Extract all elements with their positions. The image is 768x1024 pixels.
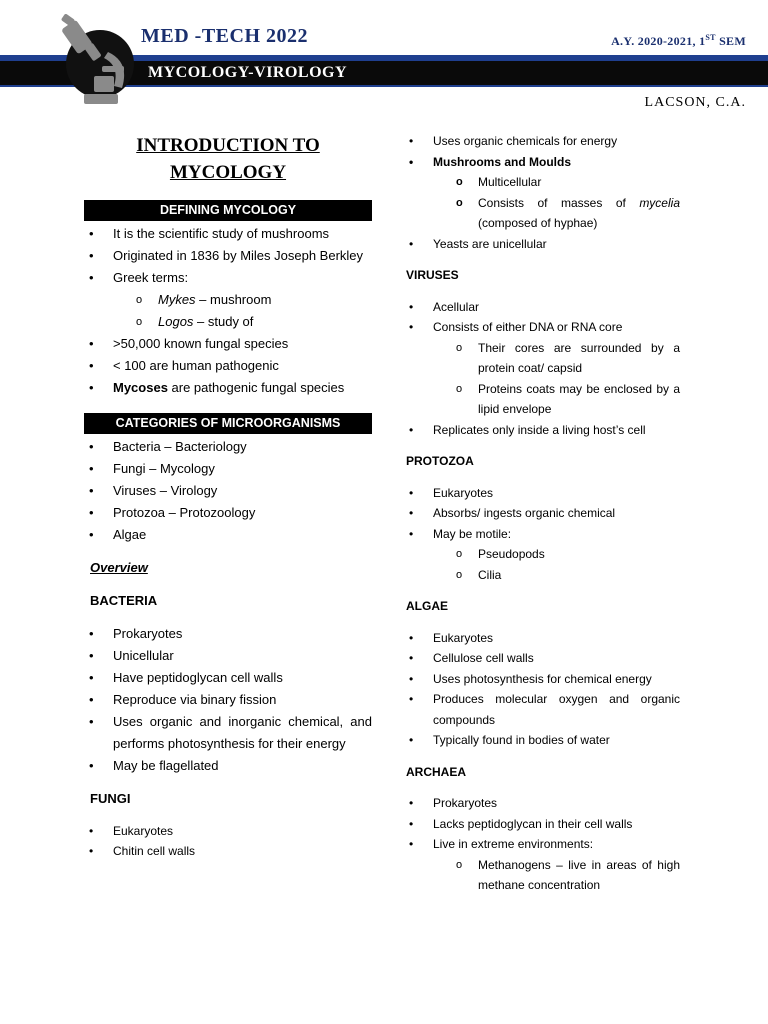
bold-term: Mycoses (113, 380, 168, 395)
sub-item-text: (composed of hyphae) (478, 216, 598, 230)
list-item-text: Live in extreme environments: (433, 837, 594, 851)
greek-meaning: – study of (193, 314, 254, 329)
sub-list-item: o Multicellular (404, 172, 680, 193)
list-item: • Prokaryotes (84, 623, 372, 645)
sub-list-item (404, 193, 680, 234)
list-item: • Fungi – Mycology (84, 458, 372, 480)
list-item: • Eukaryotes (404, 628, 680, 649)
list-item: • Yeasts are unicellular (404, 234, 680, 255)
list-item: • Eukaryotes (404, 483, 680, 504)
sub-list-item (84, 289, 372, 311)
bacteria-list (84, 623, 372, 777)
defining-mycology-header: DEFINING MYCOLOGY (84, 200, 372, 221)
algae-heading: ALGAE (406, 599, 448, 613)
fungi-heading: FUNGI (90, 791, 131, 806)
header-subtitle: MYCOLOGY-VIROLOGY (148, 64, 348, 81)
protozoa-heading: PROTOZOA (406, 454, 474, 468)
microscope-icon (58, 14, 138, 110)
academic-year-sup: ST (705, 33, 716, 42)
list-item: • Reproduce via binary fission (84, 689, 372, 711)
list-item: • Have peptidoglycan cell walls (84, 667, 372, 689)
italic-term: mycelia (639, 195, 680, 210)
author-name: LACSON, C.A. (644, 95, 746, 110)
list-item: • < 100 are human pathogenic (84, 355, 372, 377)
defining-mycology-list (84, 223, 372, 399)
list-item (404, 317, 680, 420)
sub-list-item: o Their cores are surrounded by a protein coat/ capsid (404, 338, 680, 379)
list-item: • Uses photosynthesis for chemical energy (404, 669, 680, 690)
greek-terms-list (84, 289, 372, 333)
document-title-line1: INTRODUCTION TO (136, 135, 320, 156)
viruses-heading: VIRUSES (406, 268, 459, 282)
list-item (84, 377, 372, 399)
list-item: • Viruses – Virology (84, 480, 372, 502)
list-item: • Eukaryotes (84, 821, 372, 841)
right-column (404, 131, 680, 896)
list-item (404, 524, 680, 586)
overview-heading: Overview (90, 560, 148, 575)
list-item: • Algae (84, 524, 372, 546)
list-item: • It is the scientific study of mushrooms (84, 223, 372, 245)
greek-term: Logos (158, 314, 194, 329)
categories-header: CATEGORIES OF MICROORGANISMS (84, 413, 372, 434)
list-item: • Absorbs/ ingests organic chemical (404, 503, 680, 524)
list-item: • Originated in 1836 by Miles Joseph Berkley (84, 245, 372, 267)
document-title (84, 132, 372, 186)
list-item (404, 152, 680, 234)
viruses-list (404, 297, 680, 441)
sub-list-item: o Proteins coats may be enclosed by a lipid envelope (404, 379, 680, 420)
protozoa-sub-list (404, 544, 680, 585)
list-item: • Typically found in bodies of water (404, 730, 680, 751)
archaea-list (404, 793, 680, 896)
fungi-list (84, 821, 372, 861)
list-item: • Cellulose cell walls (404, 648, 680, 669)
list-item-text: Mushrooms and Moulds (433, 154, 571, 169)
greek-term: Mykes (158, 292, 196, 307)
list-item: • Uses organic and inorganic chemical, and performs photosynthesis for their energy (84, 711, 372, 755)
academic-year-suffix: SEM (715, 34, 746, 48)
list-item-text: Consists of either DNA or RNA core (433, 320, 623, 334)
academic-year-prefix: A.Y. 2020-2021, 1 (611, 34, 706, 48)
list-item: • Chitin cell walls (84, 841, 372, 861)
protozoa-list (404, 483, 680, 586)
list-item: • Uses organic chemicals for energy (404, 131, 680, 152)
list-item (404, 834, 680, 896)
sub-list-item: o Cilia (404, 565, 680, 586)
list-item: • May be flagellated (84, 755, 372, 777)
bacteria-heading: BACTERIA (90, 593, 158, 608)
list-item-text: are pathogenic fungal species (167, 380, 345, 395)
list-item: • >50,000 known fungal species (84, 333, 372, 355)
list-item-text: Greek terms: (113, 270, 189, 285)
list-item: • Lacks peptidoglycan in their cell walls (404, 814, 680, 835)
list-item: • Unicellular (84, 645, 372, 667)
sub-item-text: Consists of masses of (478, 195, 640, 210)
list-item: • Produces molecular oxygen and organic compounds (404, 689, 680, 730)
fungi-continued-list (404, 131, 680, 254)
list-item-text: May be motile: (433, 526, 512, 541)
archaea-heading: ARCHAEA (406, 764, 466, 779)
academic-year (611, 33, 746, 49)
sub-list-item: o Methanogens – live in areas of high methane concentration (404, 855, 680, 896)
fungi-sub-list (404, 172, 680, 234)
document-title-line2: MYCOLOGY (169, 162, 287, 183)
sub-list-item (84, 311, 372, 333)
list-item: • Bacteria – Bacteriology (84, 436, 372, 458)
archaea-sub-list (404, 855, 680, 896)
list-item: • Replicates only inside a living host’s cell (404, 420, 680, 441)
left-column (84, 132, 372, 861)
greek-meaning: – mushroom (195, 292, 272, 307)
list-item (84, 267, 372, 333)
header-title: MED -TECH 2022 (141, 25, 308, 47)
sub-list-item: o Pseudopods (404, 544, 680, 565)
list-item: • Protozoa – Protozoology (84, 502, 372, 524)
list-item: • Acellular (404, 297, 680, 318)
categories-list (84, 436, 372, 546)
algae-list (404, 628, 680, 751)
viruses-sub-list (404, 338, 680, 420)
list-item: • Prokaryotes (404, 793, 680, 814)
